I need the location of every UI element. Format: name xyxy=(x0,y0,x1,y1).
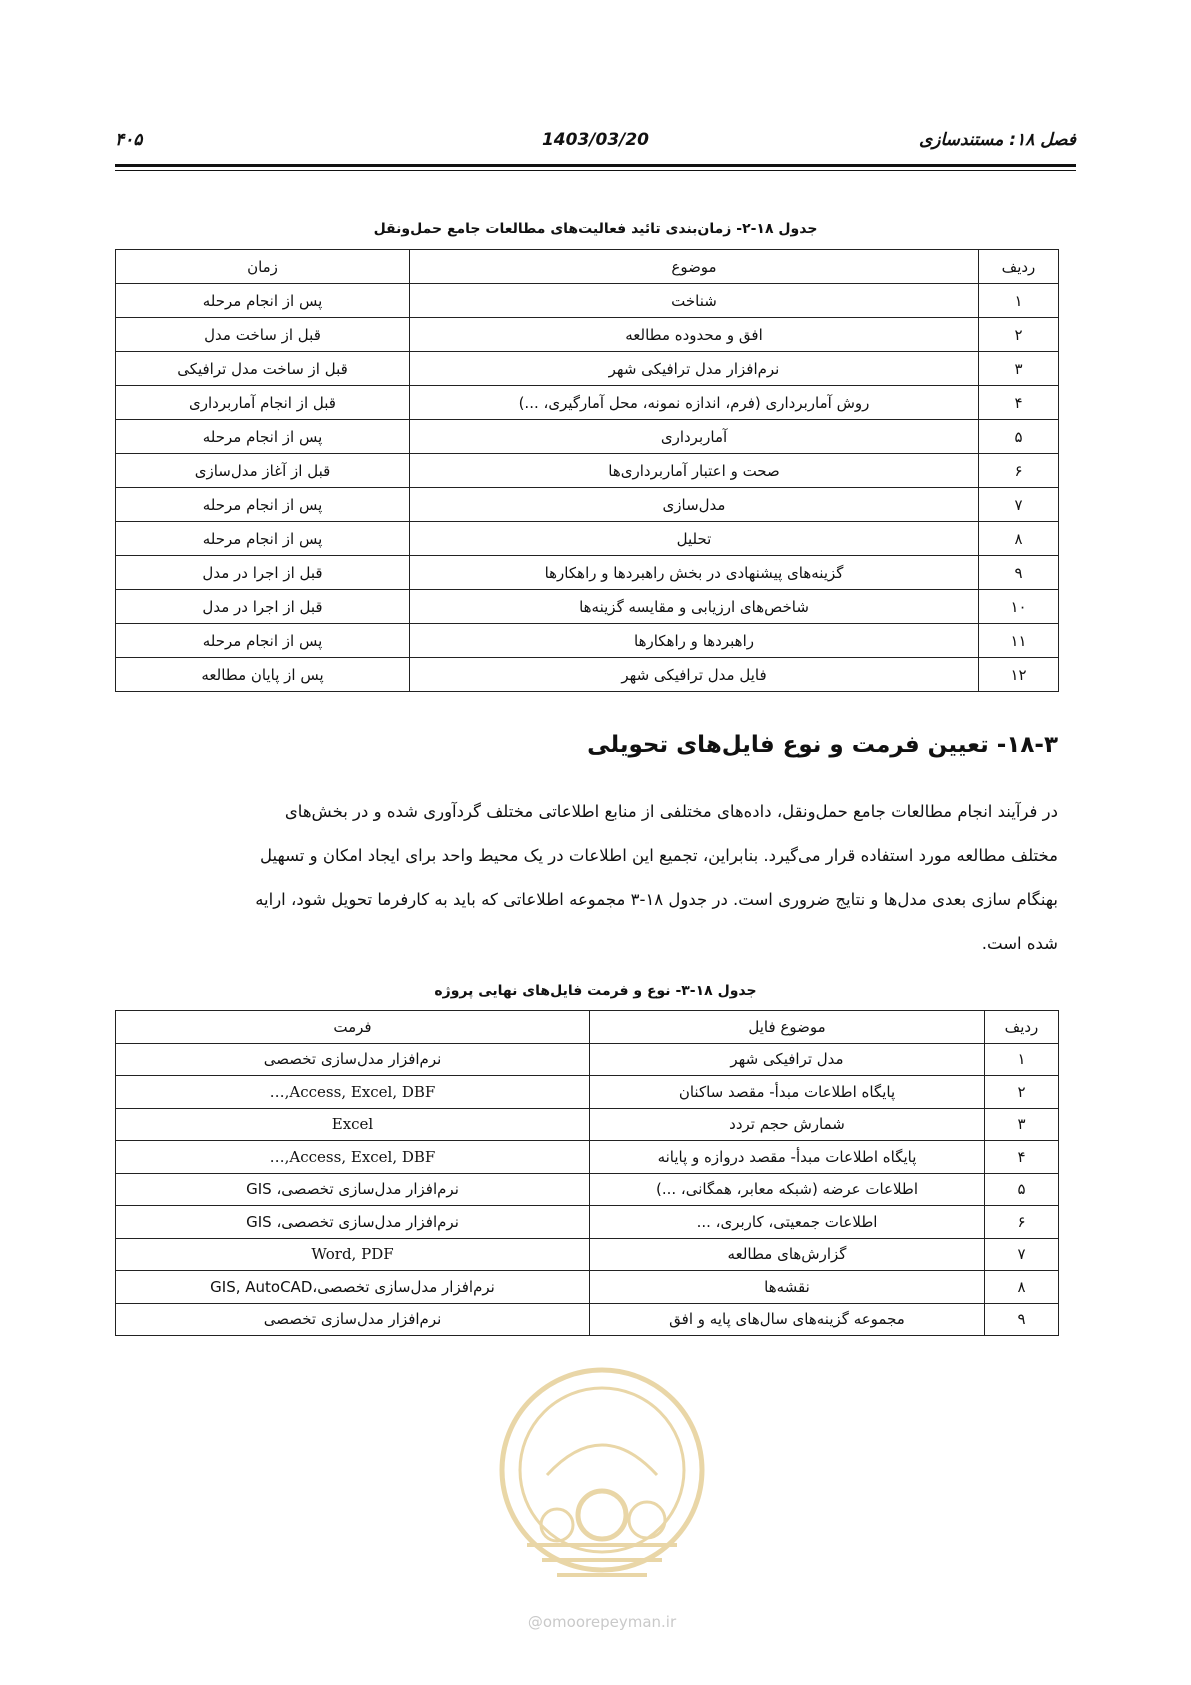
cell-subject: شناخت xyxy=(410,284,979,318)
cell-format: Excel xyxy=(116,1108,590,1141)
table1-caption: جدول ۱۸-۲- زمان‌بندی تائید فعالیت‌های مطالعات جامع حمل‌ونقل xyxy=(373,221,818,237)
cell-row: ۷ xyxy=(985,1238,1059,1271)
cell-row: ۷ xyxy=(979,488,1059,522)
section-paragraph xyxy=(115,790,1058,966)
column-header-row: ردیف xyxy=(979,250,1059,284)
cell-subject: گزینه‌های پیشنهادی در بخش راهبردها و راهکارها xyxy=(410,556,979,590)
cell-row: ۱ xyxy=(985,1043,1059,1076)
paragraph-line: بهنگام سازی بعدی مدل‌ها و نتایج ضروری است. در جدول ۱۸-۳ مجموعه اطلاعاتی که باید به کارفرما تحویل شود، ارایه xyxy=(255,890,1058,909)
header-rule-thick xyxy=(115,164,1076,167)
cell-time: پس از انجام مرحله xyxy=(116,284,410,318)
table2-caption: جدول ۱۸-۳- نوع و فرمت فایل‌های نهایی پروژه xyxy=(434,983,757,999)
cell-format: نرم‌افزار مدل‌سازی تخصصی،GIS, AutoCAD xyxy=(116,1271,590,1304)
cell-time: پس از انجام مرحله xyxy=(116,624,410,658)
cell-time: قبل از انجام آماربرداری xyxy=(116,386,410,420)
deliverable-files-table xyxy=(115,1010,1059,1336)
cell-subject: پایگاه اطلاعات مبدأ- مقصد ساکنان xyxy=(590,1076,985,1109)
cell-row: ۸ xyxy=(979,522,1059,556)
table-row xyxy=(116,658,1059,692)
cell-subject: شمارش حجم تردد xyxy=(590,1108,985,1141)
cell-subject: شاخص‌های ارزیابی و مقایسه گزینه‌ها xyxy=(410,590,979,624)
cell-subject: افق و محدوده مطالعه xyxy=(410,318,979,352)
cell-subject: مدل‌سازی xyxy=(410,488,979,522)
table-row xyxy=(116,1043,1059,1076)
watermark-url: @omoorepeyman.ir xyxy=(527,1613,677,1631)
cell-subject: فایل مدل ترافیکی شهر xyxy=(410,658,979,692)
table-row xyxy=(116,1303,1059,1336)
cell-row: ۳ xyxy=(979,352,1059,386)
paragraph-line: در فرآیند انجام مطالعات جامع حمل‌ونقل، داده‌های مختلفی از منابع اطلاعاتی مختلف گردآوری شده و در بخش‌های xyxy=(284,802,1058,821)
watermark-logo xyxy=(487,1345,717,1645)
cell-subject: اطلاعات عرضه (شبکه معابر، همگانی، ...) xyxy=(590,1173,985,1206)
table-row xyxy=(116,318,1059,352)
cell-time: قبل از اجرا در مدل xyxy=(116,590,410,624)
cell-row: ۹ xyxy=(979,556,1059,590)
cell-row: ۴ xyxy=(979,386,1059,420)
column-header-row: ردیف xyxy=(985,1011,1059,1044)
cell-subject: مجموعه گزینه‌های سال‌های پایه و افق xyxy=(590,1303,985,1336)
cell-subject: اطلاعات جمعیتی، کاربری، ... xyxy=(590,1206,985,1239)
cell-format: Access, Excel, DBF,… xyxy=(116,1076,590,1109)
cell-time: پس از انجام مرحله xyxy=(116,488,410,522)
cell-row: ۹ xyxy=(985,1303,1059,1336)
watermark-seal-icon xyxy=(487,1345,717,1610)
cell-row: ۴ xyxy=(985,1141,1059,1174)
chapter-title: فصل ۱۸: مستندسازی xyxy=(918,130,1076,150)
cell-row: ۶ xyxy=(985,1206,1059,1239)
cell-row: ۵ xyxy=(979,420,1059,454)
page-number: ۴۰۵ xyxy=(115,130,143,150)
table-row xyxy=(116,1238,1059,1271)
cell-format: نرم‌افزار مدل‌سازی تخصصی، GIS xyxy=(116,1173,590,1206)
cell-row: ۸ xyxy=(985,1271,1059,1304)
table-row xyxy=(116,1108,1059,1141)
cell-format: Access, Excel, DBF,… xyxy=(116,1141,590,1174)
table-row xyxy=(116,352,1059,386)
cell-subject: صحت و اعتبار آماربرداری‌ها xyxy=(410,454,979,488)
cell-row: ۱۲ xyxy=(979,658,1059,692)
table-row xyxy=(116,420,1059,454)
cell-row: ۱۰ xyxy=(979,590,1059,624)
cell-row: ۵ xyxy=(985,1173,1059,1206)
table-row xyxy=(116,386,1059,420)
cell-subject: راهبردها و راهکارها xyxy=(410,624,979,658)
table-row xyxy=(116,1173,1059,1206)
table-header-row xyxy=(116,250,1059,284)
cell-subject: پایگاه اطلاعات مبدأ- مقصد دروازه و پایانه xyxy=(590,1141,985,1174)
page-header xyxy=(115,130,1076,164)
table-row xyxy=(116,284,1059,318)
cell-subject: نرم‌افزار مدل ترافیکی شهر xyxy=(410,352,979,386)
column-header-format: فرمت xyxy=(116,1011,590,1044)
section-heading: ۱۸-۳- تعیین فرمت و نوع فایل‌های تحویلی xyxy=(587,732,1058,758)
cell-time: قبل از ساخت مدل xyxy=(116,318,410,352)
table-row xyxy=(116,522,1059,556)
cell-row: ۲ xyxy=(985,1076,1059,1109)
cell-time: پس از انجام مرحله xyxy=(116,420,410,454)
cell-time: پس از انجام مرحله xyxy=(116,522,410,556)
table-row xyxy=(116,556,1059,590)
paragraph-line: شده است. xyxy=(981,934,1058,953)
column-header-time: زمان xyxy=(116,250,410,284)
table-row xyxy=(116,488,1059,522)
paragraph-line: مختلف مطالعه مورد استفاده قرار می‌گیرد. بنابراین، تجمیع این اطلاعات در یک محیط واحد برای ایجاد امکان و تسهیل xyxy=(259,846,1058,865)
cell-format: نرم‌افزار مدل‌سازی تخصصی xyxy=(116,1043,590,1076)
cell-row: ۶ xyxy=(979,454,1059,488)
table-row xyxy=(116,1141,1059,1174)
cell-time: قبل از ساخت مدل ترافیکی xyxy=(116,352,410,386)
table-row xyxy=(116,454,1059,488)
cell-subject: آماربرداری xyxy=(410,420,979,454)
cell-row: ۲ xyxy=(979,318,1059,352)
cell-row: ۳ xyxy=(985,1108,1059,1141)
header-date: 1403/03/20 xyxy=(541,130,650,150)
table-row xyxy=(116,624,1059,658)
approval-schedule-table xyxy=(115,249,1059,692)
table-row xyxy=(116,1076,1059,1109)
cell-time: قبل از آغاز مدل‌سازی xyxy=(116,454,410,488)
cell-row: ۱ xyxy=(979,284,1059,318)
table-row xyxy=(116,590,1059,624)
cell-time: پس از پایان مطالعه xyxy=(116,658,410,692)
column-header-file-subject: موضوع فایل xyxy=(590,1011,985,1044)
table-row xyxy=(116,1271,1059,1304)
cell-subject: تحلیل xyxy=(410,522,979,556)
table-header-row xyxy=(116,1011,1059,1044)
cell-row: ۱۱ xyxy=(979,624,1059,658)
cell-time: قبل از اجرا در مدل xyxy=(116,556,410,590)
cell-format: Word, PDF xyxy=(116,1238,590,1271)
table-row xyxy=(116,1206,1059,1239)
cell-subject: روش آماربرداری (فرم، اندازه نمونه، محل آمارگیری، ...) xyxy=(410,386,979,420)
cell-subject: مدل ترافیکی شهر xyxy=(590,1043,985,1076)
column-header-subject: موضوع xyxy=(410,250,979,284)
header-rule-thin xyxy=(115,170,1076,171)
cell-subject: نقشه‌ها xyxy=(590,1271,985,1304)
cell-subject: گزارش‌های مطالعه xyxy=(590,1238,985,1271)
cell-format: نرم‌افزار مدل‌سازی تخصصی xyxy=(116,1303,590,1336)
cell-format: نرم‌افزار مدل‌سازی تخصصی، GIS xyxy=(116,1206,590,1239)
